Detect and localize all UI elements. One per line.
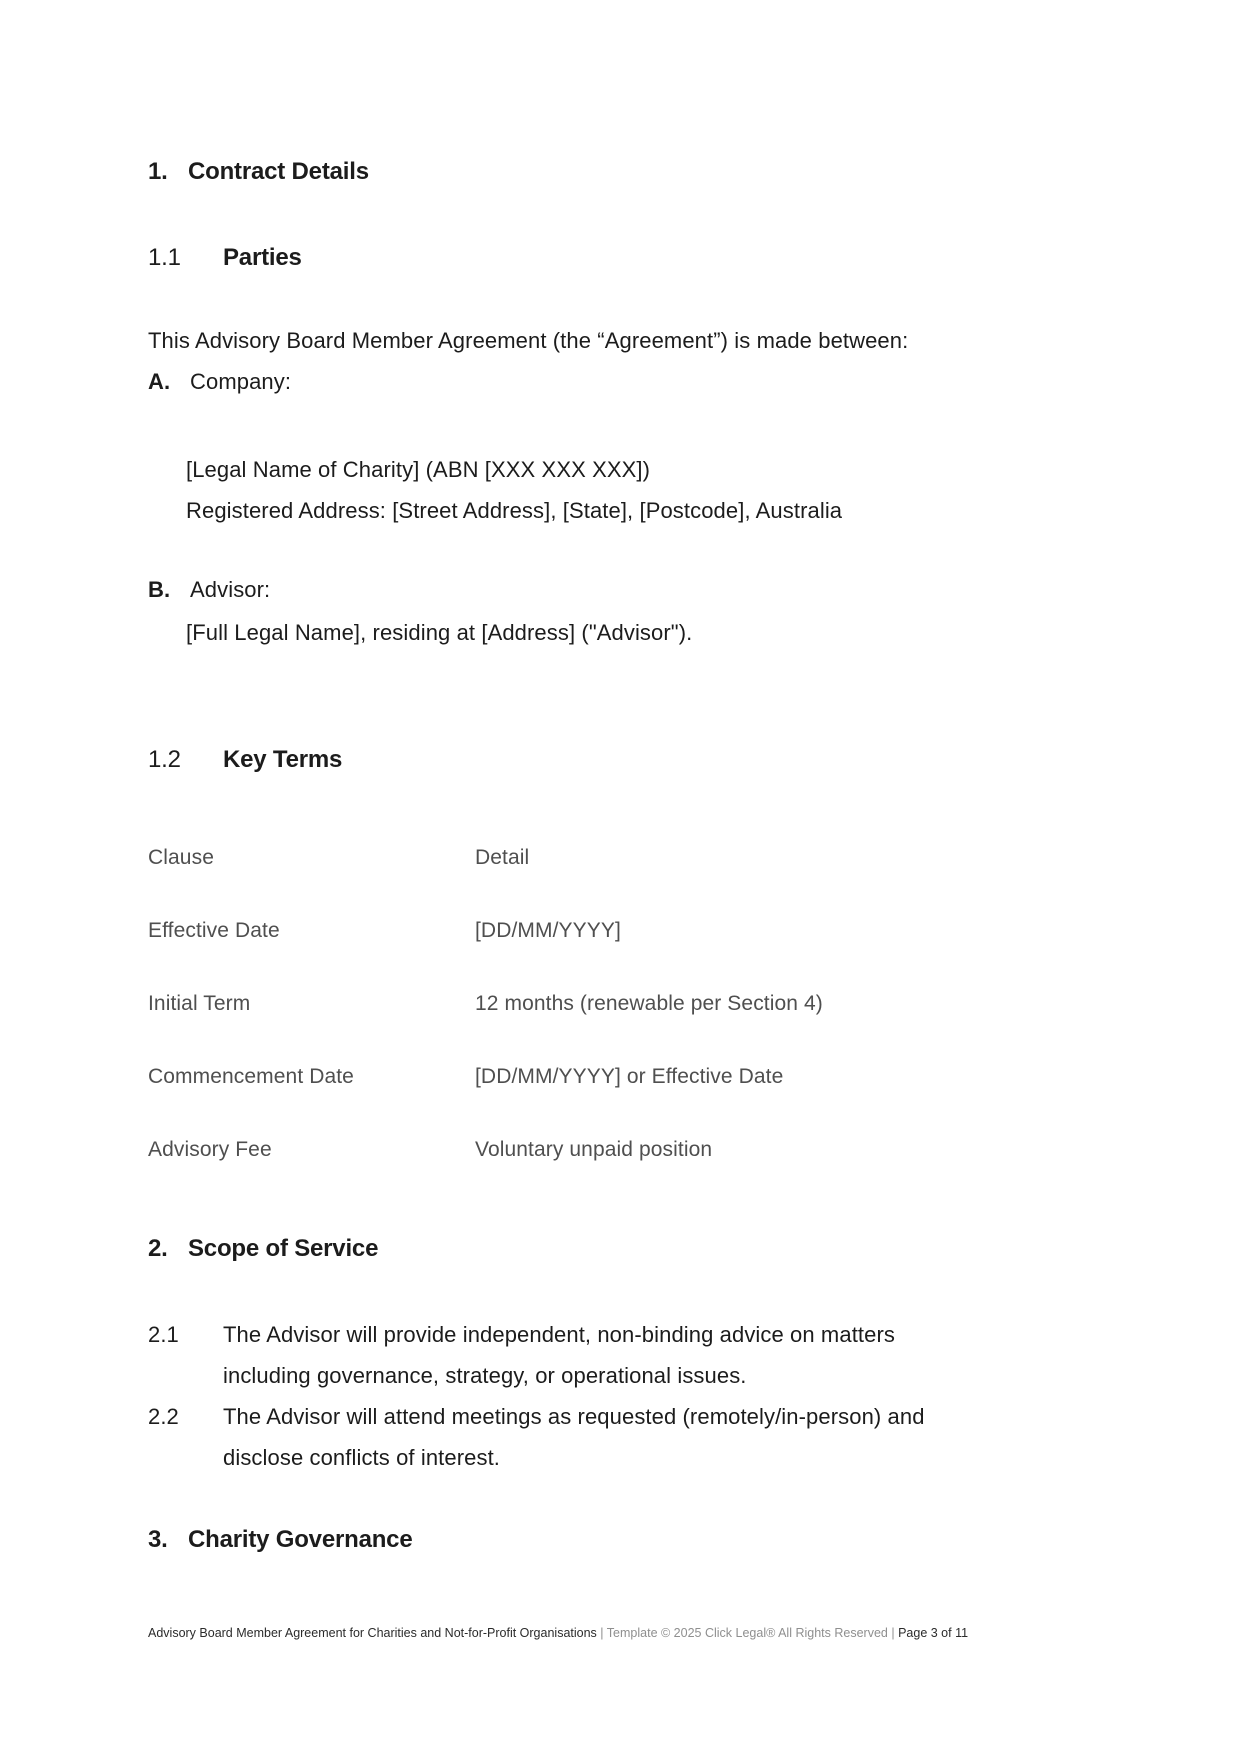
- footer-page-label: Page 3 of 11: [898, 1626, 969, 1640]
- footer-template-notice: Template © 2025 Click Legal® All Rights Reserved: [606, 1626, 888, 1640]
- section-number: 2.: [148, 1235, 168, 1262]
- clause-line: The Advisor will attend meetings as requested (remotely/in-person) and: [223, 1404, 925, 1429]
- key-terms-table: [148, 837, 823, 1202]
- section-heading-contract-details: [148, 155, 369, 189]
- clause-text: [223, 1396, 925, 1478]
- section-title: Scope of Service: [188, 1235, 379, 1262]
- party-a-details: [186, 449, 842, 531]
- party-a-label: A.: [148, 369, 171, 394]
- table-row: [148, 910, 823, 951]
- table-header-detail: Detail: [475, 846, 530, 869]
- footer-separator: |: [891, 1626, 895, 1640]
- table-row: [148, 1129, 823, 1170]
- party-a-role: Company:: [190, 369, 292, 394]
- clause-line: The Advisor will provide independent, non-binding advice on matters: [223, 1322, 895, 1347]
- table-cell-clause: Advisory Fee: [148, 1138, 272, 1161]
- section-number: 3.: [148, 1526, 168, 1553]
- clause-2-1: [148, 1314, 925, 1396]
- subsection-title: Parties: [223, 244, 302, 271]
- table-cell-detail: Voluntary unpaid position: [475, 1138, 713, 1161]
- clause-line: including governance, strategy, or operational issues.: [223, 1363, 747, 1388]
- subsection-title: Key Terms: [223, 746, 343, 773]
- table-cell-clause: Initial Term: [148, 992, 251, 1015]
- party-a-line: Registered Address: [Street Address], [State], [Postcode], Australia: [186, 498, 843, 523]
- party-b-heading: [148, 569, 270, 610]
- table-row: [148, 1056, 823, 1097]
- party-b-role: Advisor:: [190, 577, 271, 602]
- clause-number: 2.2: [148, 1404, 179, 1429]
- party-b-line: [Full Legal Name], residing at [Address] ("Advisor").: [186, 620, 693, 645]
- subsection-heading-key-terms: [148, 743, 342, 777]
- table-cell-detail: [DD/MM/YYYY] or Effective Date: [475, 1065, 784, 1088]
- party-a-heading: [148, 361, 291, 402]
- subsection-heading-parties: [148, 241, 302, 275]
- party-b-details: [186, 612, 692, 653]
- section-title: Contract Details: [188, 158, 369, 185]
- clause-2-2: [148, 1396, 925, 1478]
- intro-paragraph: This Advisory Board Member Agreement (the “Agreement”) is made between:: [148, 328, 909, 353]
- section-heading-scope-of-service: [148, 1232, 378, 1266]
- section-title: Charity Governance: [188, 1526, 413, 1553]
- page-footer: [148, 1625, 968, 1641]
- subsection-number: 1.1: [148, 244, 181, 271]
- table-row: [148, 983, 823, 1024]
- table-header-clause: Clause: [148, 846, 214, 869]
- table-cell-clause: Effective Date: [148, 919, 280, 942]
- section-number: 1.: [148, 158, 168, 185]
- clause-number: 2.1: [148, 1322, 179, 1347]
- table-cell-detail: [DD/MM/YYYY]: [475, 919, 621, 942]
- party-a-line: [Legal Name of Charity] (ABN [XXX XXX XXX]): [186, 457, 651, 482]
- clause-text: [223, 1314, 895, 1396]
- table-cell-clause: Commencement Date: [148, 1065, 354, 1088]
- subsection-number: 1.2: [148, 746, 181, 773]
- section-heading-charity-governance: [148, 1523, 412, 1557]
- party-b-label: B.: [148, 577, 171, 602]
- footer-doc-title: Advisory Board Member Agreement for Charities and Not-for-Profit Organisations: [148, 1626, 597, 1640]
- table-header-row: [148, 837, 823, 878]
- footer-separator: |: [600, 1626, 604, 1640]
- clause-list: [148, 1314, 925, 1478]
- table-cell-detail: 12 months (renewable per Section 4): [475, 992, 823, 1015]
- clause-line: disclose conflicts of interest.: [223, 1445, 500, 1470]
